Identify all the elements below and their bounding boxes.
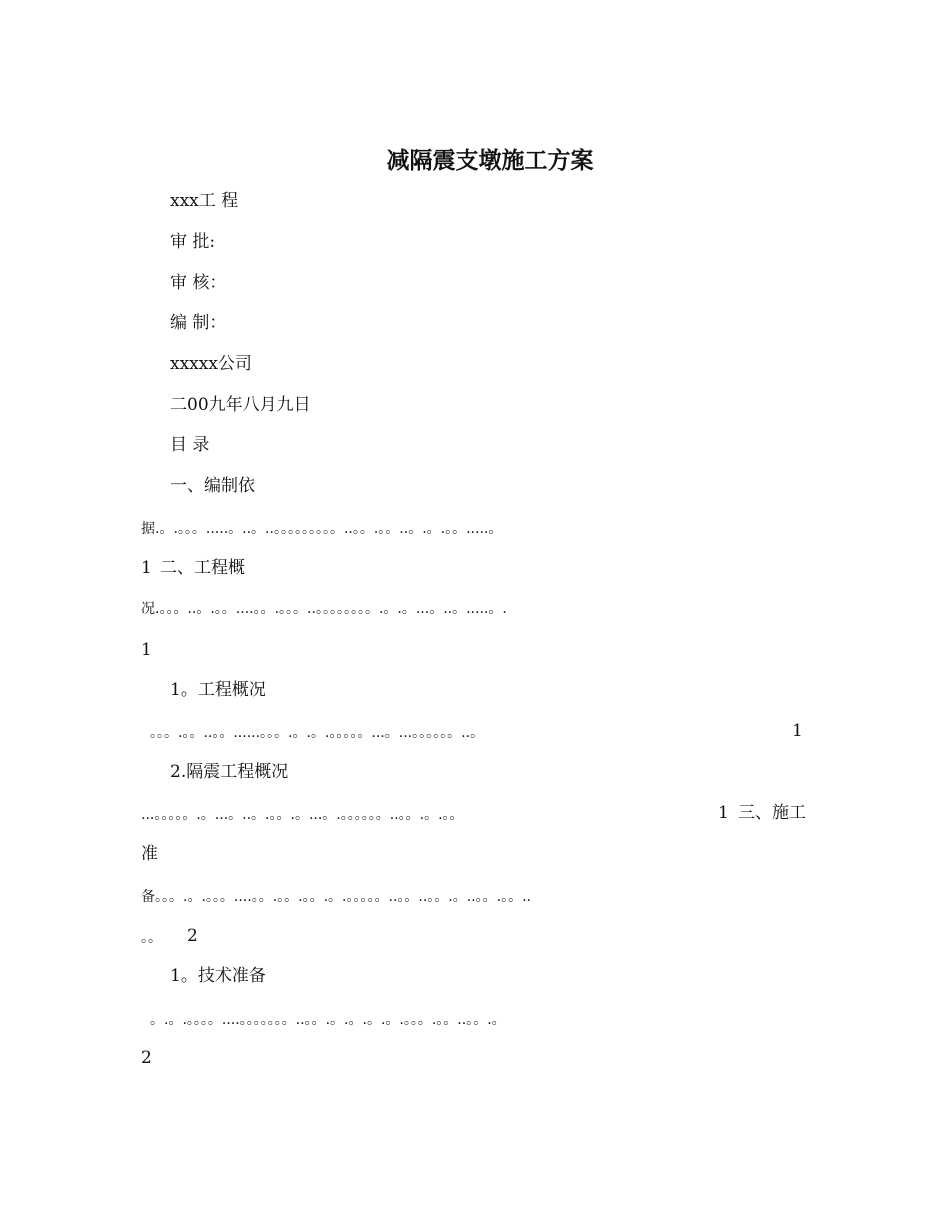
toc-item-3-1-title: 1。技术准备 [170,966,266,986]
document-title: 减隔震支墩施工方案 [386,147,594,174]
toc-item-2-1-title: 1。工程概况 [170,680,266,700]
toc-item-2-2-leader: ...。。。。。.。...。..。.。。.。...。.。。。。。。..。。.。.。。 [141,807,464,823]
toc-heading: 目 录 [170,435,210,455]
toc-item-3-title: 三、施工 [738,803,806,823]
compile-line: 编 制： [170,313,227,333]
date-line: 二00九年八月九日 [170,395,311,415]
approve-line: 审 批: [170,232,216,252]
toc-item-1-title: 一、编制依 [170,476,255,496]
toc-item-2-1-page: 1 [792,721,803,741]
toc-item-1-page: 1 [141,558,152,578]
toc-item-2-1-leader: 。。。.。。..。。......。。。.。.。.。。。。。...。...。。。。。。..。 [150,725,485,741]
project-line: xxx工 程 [170,191,239,211]
toc-item-3-leader: 备。。。.。.。。。....。。.。。.。。.。.。。。。。..。。..。。.。..。。.。。.. [141,889,532,905]
toc-item-2-2-page: 1 [718,803,729,823]
toc-item-1-leader: 据.。.。。。.....。..。..。。。。。。。。。..。。.。。..。.。.。。.....。 [141,521,503,537]
toc-item-3-1-page: 2 [141,1048,152,1068]
toc-item-3-leader-tail: 。。 [141,930,162,946]
toc-item-3-1-leader: 。.。.。。。。....。。。。。。。..。。.。.。.。.。.。。。.。。..。。.。 [150,1012,506,1028]
company-line: xxxxx公司 [170,354,252,374]
toc-item-2-2-title: 2.隔震工程概况 [170,762,289,782]
toc-item-2-leader: 况.。。。..。.。。....。。.。。。..。。。。。。。。.。.。...。..。.....。. [141,601,507,617]
toc-item-2-page: 1 [141,640,152,660]
toc-item-2-title: 二、工程概 [160,558,245,578]
toc-item-3-title-cont: 准 [141,844,158,864]
review-line: 审 核： [170,273,227,293]
toc-item-3-page: 2 [187,926,198,946]
